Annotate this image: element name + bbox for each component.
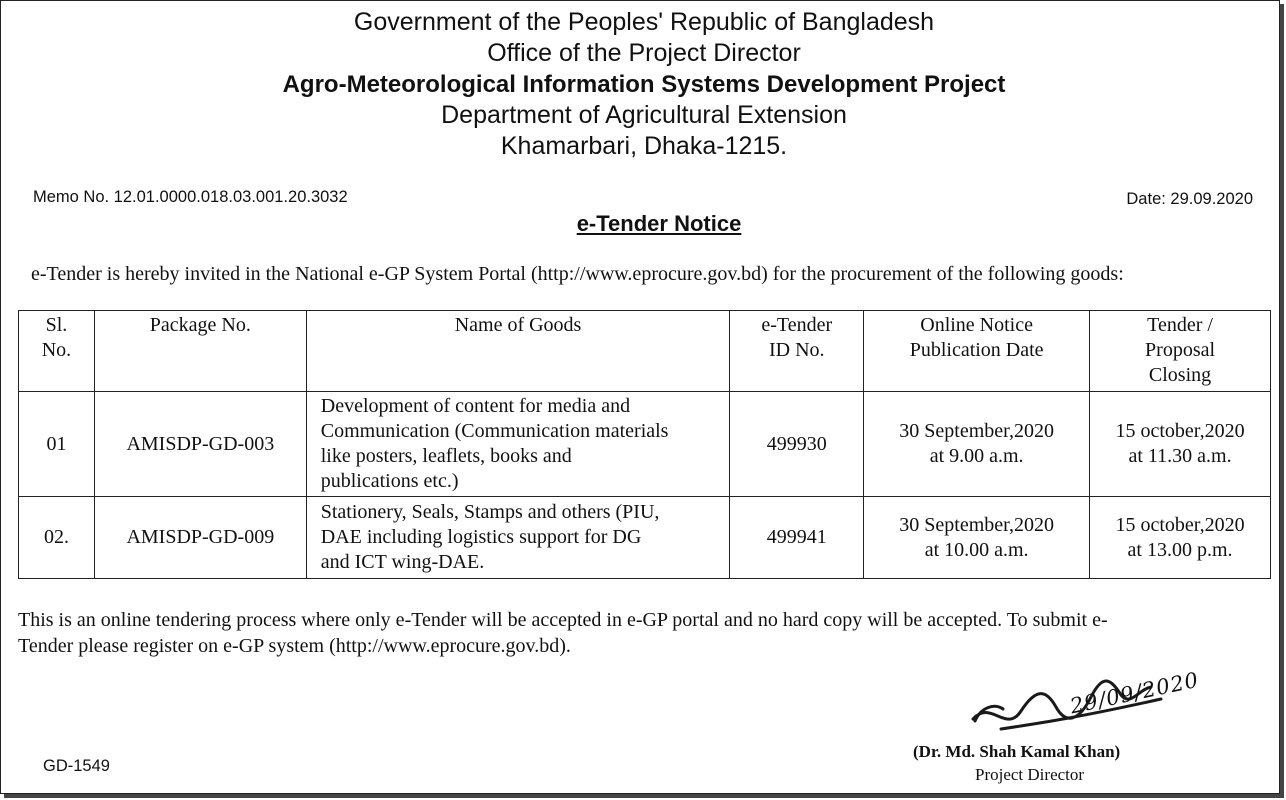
cell-package: AMISDP-GD-003 [94, 392, 306, 497]
header-office: Office of the Project Director [487, 39, 801, 67]
table-header-row [19, 311, 1271, 392]
header-goods: Name of Goods [306, 311, 730, 392]
cell-goods: Stationery, Seals, Stamps and others (PIU, DAE including logistics support for DG and ICT wing-DAE. [306, 497, 730, 579]
table-row [19, 497, 1271, 579]
header-package: Package No. [94, 311, 306, 392]
cell-sl: 02. [19, 497, 95, 579]
cell-tender-id: 499941 [730, 497, 864, 579]
signer-title: Project Director [975, 765, 1085, 784]
header-address: Khamarbari, Dhaka-1215. [500, 132, 788, 160]
cell-package: AMISDP-GD-009 [94, 497, 306, 579]
signer-name: (Dr. Md. Shah Kamal Khan) [913, 742, 1121, 761]
intro-text: e-Tender is hereby invited in the National e-GP System Portal (http://www.eprocure.gov.bd) for the procurement of the following goods: [31, 263, 1124, 285]
cell-closing: 15 october,2020 at 11.30 a.m. [1090, 392, 1271, 497]
cell-sl: 01 [19, 392, 95, 497]
tender-table [18, 310, 1271, 579]
header-publication-date: Online Notice Publication Date [864, 311, 1090, 392]
header-government: Government of the Peoples' Republic of Bangladesh [353, 8, 935, 36]
header-tender-id: e-Tender ID No. [730, 311, 864, 392]
header-project: Agro-Meteorological Information Systems Development Project [282, 71, 1006, 98]
memo-number: Memo No. 12.01.0000.018.03.001.20.3032 [33, 188, 348, 206]
letterhead [1, 7, 1286, 162]
header-department: Department of Agricultural Extension [441, 101, 847, 129]
cell-publication: 30 September,2020 at 10.00 a.m. [864, 497, 1090, 579]
header-sl: Sl. No. [19, 311, 95, 392]
gd-code: GD-1549 [43, 757, 110, 775]
cell-goods: Development of content for media and Communication (Communication materials like posters, leaflets, books and publications etc.) [306, 392, 730, 497]
cell-tender-id: 499930 [730, 392, 864, 497]
notice-date: Date: 29.09.2020 [1126, 190, 1253, 208]
signature-date: 29/09/2020 [1067, 667, 1202, 719]
table-row [19, 392, 1271, 497]
footer-note: This is an online tendering process where only e-Tender will be accepted in e-GP portal and no hard copy will be accepted. To submit e- Tender please register on e-GP system (http://www.eprocure.gov.bd). [18, 609, 1108, 657]
notice-title: e-Tender Notice [576, 211, 742, 236]
cell-closing: 15 october,2020 at 13.00 p.m. [1090, 497, 1271, 579]
cell-publication: 30 September,2020 at 9.00 a.m. [864, 392, 1090, 497]
header-closing: Tender / Proposal Closing [1090, 311, 1271, 392]
